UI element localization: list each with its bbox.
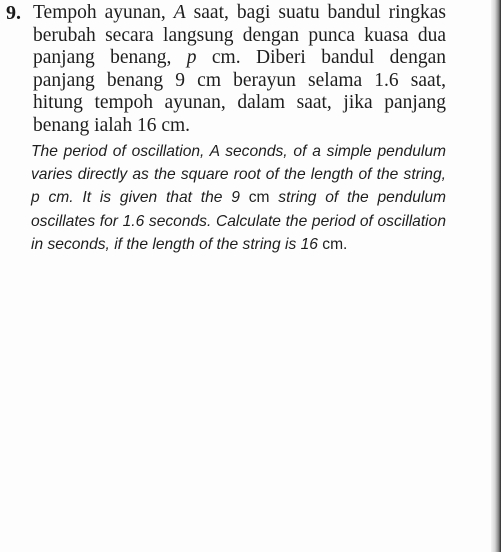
malay-variable-a: A	[173, 2, 186, 23]
malay-variable-p: p	[186, 47, 197, 69]
english-text-part-2: string of the pendulum oscillates for 1.6 seconds. Calculate the period of oscillation in seconds, if the length of the string is 16	[31, 189, 446, 254]
malay-text-part-3: cm. Diberi bandul dengan panjang benang 9 cm berayun selama 1.6 saat, hitung tempoh ayunan, dalam saat, jika panjang benang ialah 16 cm.	[33, 47, 446, 136]
english-unit-cm-end: cm.	[322, 236, 348, 254]
question-text-malay	[33, 2, 446, 138]
malay-text-part-2: saat, bagi suatu bandul ringkas berubah secara langsung dengan punca kuasa dua panjang benang,	[33, 2, 447, 69]
english-unit-cm: cm	[248, 189, 270, 207]
page-edge-shadow	[491, 0, 501, 552]
question-text-english	[31, 140, 446, 257]
question-9	[6, 2, 446, 257]
question-number: 9.	[6, 2, 21, 24]
english-text-part-1: The period of oscillation, A seconds, of a simple pendulum varies directly as the square root of the length of the string, p cm. It is given that the 9	[31, 142, 446, 207]
malay-text-part-1: Tempoh ayunan,	[33, 2, 174, 23]
